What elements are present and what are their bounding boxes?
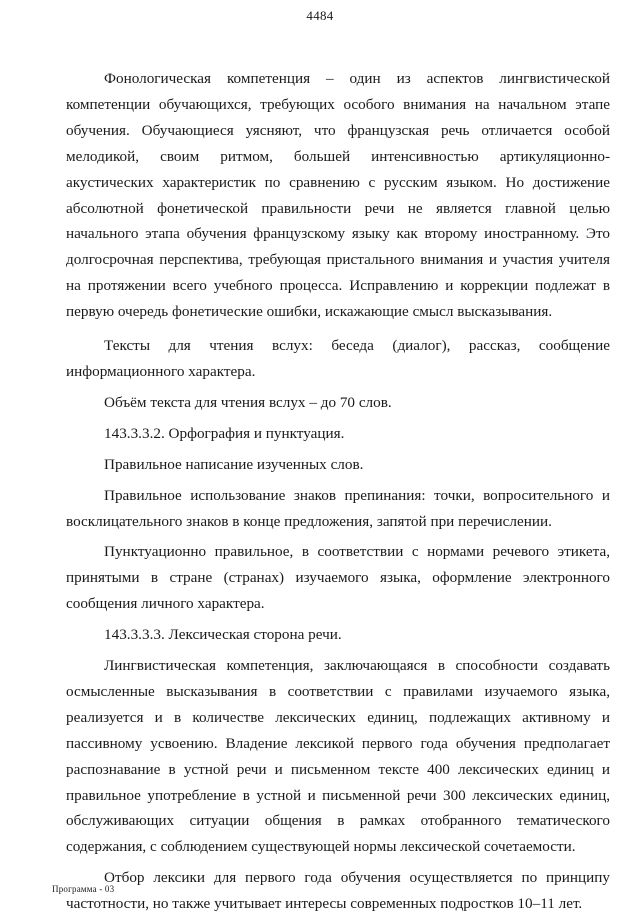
paragraph-linguistic-competence: Лингвистическая компетенция, заключающаяся в способности создавать осмысленные высказывания в соответствии с правилами изучаемого языка, реализуется и в количестве лексических единиц, подлежащих активному и пассивному усвоению. Владение лексикой первого года обучения предполагает распознавание в устной речи и письменном тексте 400 лексических единиц и правильное употребление в устной и письменной речи 300 лексических единиц, обслуживающих ситуации общения в рамках отобранного тематического содержания, с соблюдением существующей нормы лексической сочетаемости. [66, 657, 610, 856]
paragraph-reading-volume: Объём текста для чтения вслух – до 70 слов. [104, 393, 392, 411]
paragraph-reading-texts: Тексты для чтения вслух: беседа (диалог), рассказ, сообщение информационного характера. [66, 337, 610, 380]
paragraph-punctuation-marks: Правильное использование знаков препинания: точки, вопросительного и восклицательного знаков в конце предложения, запятой при перечислении. [66, 486, 610, 530]
paragraph-punctuation-message: Пунктуационно правильное, в соответствии с нормами речевого этикета, принятыми в стране (странах) изучаемого языка, оформление электронного сообщения личного характера. [66, 543, 610, 613]
document-body [66, 66, 610, 917]
paragraph-vocabulary-selection: Отбор лексики для первого года обучения осуществляется по принципу частотности, но также учитывает интересы современных подростков 10–11 лет. [66, 869, 610, 913]
paragraph-phonology: Фонологическая компетенция – один из аспектов лингвистической компетенции обучающихся, требующих особого внимания на начальном этапе обучения. Обучающиеся уясняют, что французская речь отличается особой мелодикой, своим ритмом, большей интенсивностью артикуляционно-акустических характеристик по сравнению с русским языком. Но достижение абсолютной фонетической правильности речи не является главной целью начального этапа обучения французскому языку как второму иностранному. Это долгосрочная перспектива, требующая пристального внимания и участия учителя на протяжении всего учебного процесса. Исправлению и коррекции подлежат в первую очередь фонетические ошибки, искажающие смысл высказывания. [66, 70, 610, 321]
paragraph-spelling: Правильное написание изученных слов. [104, 455, 364, 473]
section-heading-orthography: 143.3.3.2. Орфография и пунктуация. [104, 424, 345, 442]
section-heading-lexical: 143.3.3.3. Лексическая сторона речи. [104, 626, 342, 644]
page-number: 4484 [306, 8, 334, 23]
footer-program-label: Программа - 03 [52, 884, 115, 894]
